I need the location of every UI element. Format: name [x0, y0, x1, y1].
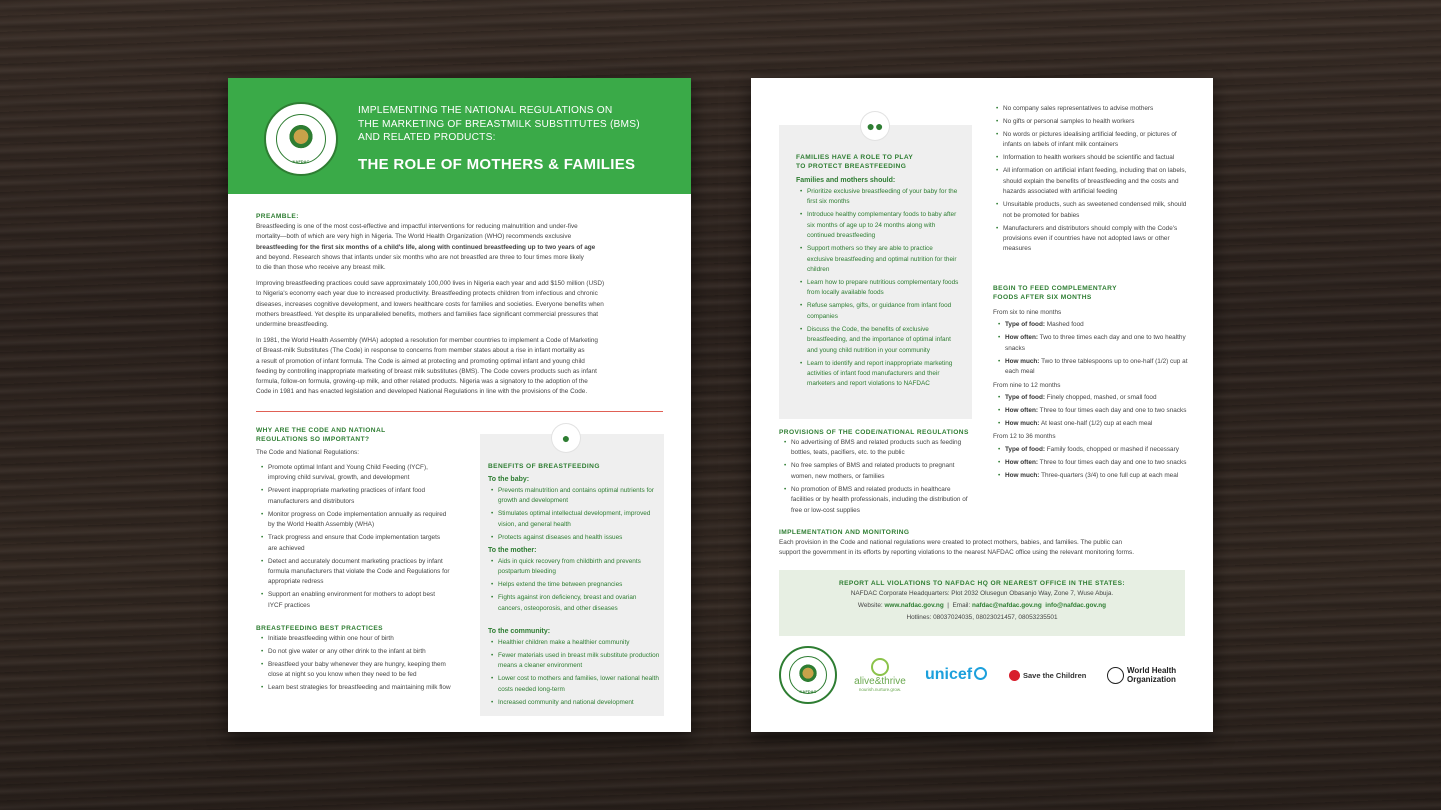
age-range-label: From nine to 12 months — [993, 381, 1061, 389]
list-item: • Prioritize exclusive breastfeeding of your baby for the first six months — [799, 187, 959, 208]
left-flyer-page — [228, 78, 691, 732]
list-item: • No free samples of BMS and related products to pregnant women, new mothers, or families — [783, 461, 973, 482]
list-item: • Support mothers so they are able to practice exclusive breastfeeding and optimal nutrition for their children — [799, 244, 959, 275]
why-intro: The Code and National Regulations: — [256, 449, 360, 456]
list-item: • No words or pictures idealising artificial feeding, or pictures of infants on labels of infant milk containers — [995, 130, 1191, 151]
best-practices-list — [260, 634, 454, 696]
community-benefits-list — [490, 638, 660, 711]
list-item: • Learn best strategies for breastfeeding and maintaining milk flow — [260, 683, 454, 693]
feeding-guide-item: • Type of food: Finely chopped, mashed, or small food — [997, 393, 1193, 403]
families-list — [799, 187, 959, 392]
list-item: • All information on artificial infant feeding, including that on labels, should explain the benefits of breastfeeding and the costs and hazards associated with artificial feeding — [995, 166, 1191, 197]
preamble-paragraph-1-line: mortality—both of which are very high in Nigeria. The World Health Organization (WHO) recommends exclusive — [256, 233, 572, 241]
list-item: • Aids in quick recovery from childbirth and prevents postpartum bleeding — [490, 557, 660, 578]
prohibitions-list — [995, 104, 1191, 257]
title-banner — [228, 78, 691, 194]
list-item: • Healthier children make a healthier community — [490, 638, 660, 648]
provisions-list — [783, 438, 973, 519]
preamble-paragraph-3-line: formula, follow-on formula, growing-up milk, and other related products. Nigeria was a signatory to the adoption of the — [256, 378, 588, 386]
preamble-paragraph-2-line: diseases, increases cognitive development, and lowers healthcare costs for families and societies. Everyone benefits when — [256, 300, 604, 308]
implementation-heading: IMPLEMENTATION AND MONITORING — [779, 529, 910, 536]
list-item: • Manufacturers and distributors should comply with the Code's provisions even if countries have not adopted laws or other measures — [995, 224, 1191, 255]
families-panel — [779, 125, 972, 419]
banner-title: IMPLEMENTING THE NATIONAL REGULATIONS ON THE MARKETING OF BREASTMILK SUBSTITUTES (BMS) AND RELATED PRODUCTS: — [358, 105, 640, 143]
list-item: • Information to health workers should be scientific and factual — [995, 153, 1191, 163]
mother-benefits-list — [490, 557, 660, 617]
age-range-label: From 12 to 36 months — [993, 433, 1056, 441]
baby-benefits-list — [490, 486, 660, 546]
preamble-paragraph-2-line: Improving breastfeeding practices could save approximately 100,000 lives in Nigeria each year and add $150 million (USD) — [256, 280, 605, 287]
list-item: • Introduce healthy complementary foods to baby after six months of age up to 24 months along with continued breastfeeding — [799, 210, 959, 241]
list-item: • Do not give water or any other drink to the infant at birth — [260, 647, 454, 657]
preamble-paragraph-1-line: to die than those who receive any breast milk. — [256, 264, 386, 272]
baby-label: To the baby: — [488, 476, 530, 483]
list-item: • No promotion of BMS and related products in healthcare facilities or by health professionals, including the distribution of free or low-cost supplies — [783, 485, 973, 516]
age-range-label: From six to nine months — [993, 309, 1062, 316]
preamble-paragraph-3-line: Code in 1981 and has enacted legislation and developed National Regulations in line with the provisions of the Code. — [256, 388, 588, 396]
feeding-guide-item: • How much: At least one-half (1/2) cup at each meal — [997, 419, 1193, 429]
preamble-paragraph-2 — [256, 279, 666, 330]
list-item: • Monitor progress on Code implementation annually as required by the World Health Assembly (WHA) — [260, 510, 450, 531]
feeding-guide-item: • Type of food: Family foods, chopped or mashed if necessary — [997, 445, 1193, 455]
list-item: • No advertising of BMS and related products such as feeding bottles, teats, pacifiers, etc. to the public — [783, 438, 973, 459]
families-heading: FAMILIES HAVE A ROLE TO PLAY TO PROTECT BREASTFEEDING — [796, 154, 914, 170]
list-item: • No company sales representatives to advise mothers — [995, 104, 1191, 114]
complementary-heading: BEGIN TO FEED COMPLEMENTARY FOODS AFTER SIX MONTHS — [993, 285, 1117, 301]
list-item: • Prevent inappropriate marketing practices of infant food manufacturers and distributors — [260, 486, 450, 507]
preamble-paragraph-3-line: a result of promotion of infant formula. The Code is aimed at protecting and promoting optimal infant and young child — [256, 357, 585, 365]
list-item: • Track progress and ensure that Code implementation targets are achieved — [260, 533, 450, 554]
feeding-guide-list — [997, 320, 1193, 377]
report-hotlines: Hotlines: 08037024035, 08023021457, 08053235501 — [906, 614, 1058, 621]
feeding-guide-item: • Type of food: Mashed food — [997, 320, 1193, 330]
preamble-paragraph-2-line: to Nigeria's economy each year due to increased productivity. Breastfeeding protects children from infectious and chronic — [256, 290, 598, 298]
preamble-paragraph-1-line: and beyond. Research shows that infants under six months who are not breastfed are three to four times more likely — [256, 253, 584, 261]
globe-icon — [974, 667, 987, 680]
list-item: • Fewer materials used in breast milk substitute production means a cleaner environment — [490, 651, 660, 672]
list-item: • Discuss the Code, the benefits of exclusive breastfeeding, and the importance of optimal infant and young child nutrition in your community — [799, 325, 959, 356]
banner-subtitle: THE ROLE OF MOTHERS & FAMILIES — [358, 156, 636, 173]
email-link-2[interactable]: info@nafdac.gov.ng — [1045, 602, 1107, 609]
alive-thrive-icon — [871, 658, 889, 676]
report-hq: NAFDAC Corporate Headquarters: Plot 2032 Olusegun Obasanjo Way, Zone 7, Wuse Abuja. — [850, 590, 1114, 597]
list-item: • Breastfeed your baby whenever they are hungry, keeping them close at night so you know when they need to be fed — [260, 660, 454, 681]
feeding-guide-item: • How often: Three to four times each day and one to two snacks — [997, 406, 1193, 416]
list-item: • Fights against iron deficiency, breast and ovarian cancers, osteoporosis, and other diseases — [490, 593, 660, 614]
feeding-guide-item: • How often: Two to three times each day and one to two healthy snacks — [997, 333, 1193, 354]
list-item: • Increased community and national development — [490, 698, 660, 708]
preamble-paragraph-1-line: breastfeeding for the first six months of a child's life, along with continued breastfeeding up to two years of age — [256, 243, 596, 251]
preamble-paragraph-1-line: Breastfeeding is one of the most cost-effective and impactful interventions for reducing malnutrition and under-five — [256, 223, 578, 230]
list-item: • Learn how to prepare nutritious complementary foods from locally available foods — [799, 278, 959, 299]
who-emblem-icon — [1107, 667, 1124, 684]
list-item: • Prevents malnutrition and contains optimal nutrients for growth and development — [490, 486, 660, 507]
provisions-heading: PROVISIONS OF THE CODE/NATIONAL REGULATIONS — [779, 429, 969, 436]
list-item: • Unsuitable products, such as sweetened condensed milk, should not be promoted for babies — [995, 200, 1191, 221]
website-link[interactable]: www.nafdac.gov.ng — [884, 602, 944, 609]
mother-label: To the mother: — [488, 547, 537, 554]
best-practices-heading: BREASTFEEDING BEST PRACTICES — [256, 625, 383, 632]
preamble-paragraph-3-line: of Breast-milk Substitutes (The Code) in response to concerns from member states about a rise in infant mortality as — [256, 347, 585, 355]
benefits-panel — [480, 434, 664, 716]
list-item: • Helps extend the time between pregnancies — [490, 580, 660, 590]
list-item: • Lower cost to mothers and families, lower national health costs needed long-term — [490, 674, 660, 695]
seal-label: NAFDAC — [292, 159, 310, 165]
report-box — [779, 570, 1185, 636]
right-flyer-page — [751, 78, 1213, 732]
feeding-guide-list — [997, 393, 1193, 429]
list-item: • Detect and accurately document marketing practices by infant formula manufacturers that violate the Code and Regulations for appropriate redress — [260, 557, 450, 588]
list-item: • Protects against diseases and health issues — [490, 533, 660, 543]
preamble-heading: PREAMBLE: — [256, 213, 299, 220]
implementation-text: Each provision in the Code and national regulations were created to protect mothers, babies, and families. The public can support the government in its efforts by reporting violations to the nearest NAFDAC office using the relevant monitoring forms. — [779, 539, 1134, 557]
who-logo: World Health Organization — [1107, 666, 1176, 684]
preamble-paragraph-2-line: mothers breastfeed. Yet despite its unparalleled benefits, mothers and families face significant commercial pressures that — [256, 310, 599, 318]
family-icon: ●● — [861, 112, 889, 140]
mother-baby-icon: ● — [552, 424, 580, 452]
list-item: • Refuse samples, gifts, or guidance from infant food companies — [799, 301, 959, 322]
preamble-paragraph-3-line: In 1981, the World Health Assembly (WHA) adopted a resolution for member countries to implement a Code of Marketing — [256, 337, 598, 344]
preamble-paragraph-3 — [256, 336, 666, 398]
save-the-children-icon — [1009, 670, 1020, 681]
preamble-paragraph-3-line: feeding by controlling inappropriate marketing of breast milk substitutes (BMS). The Code covers products such as infant — [256, 367, 597, 375]
feeding-guide-list — [997, 445, 1193, 481]
list-item: • Learn to identify and report inappropriate marketing activities of infant food manufacturers and their marketers and report violations to NAFDAC — [799, 359, 959, 390]
preamble-paragraph-2-line: undermine breastfeeding. — [256, 321, 329, 329]
coat-of-arms-icon — [276, 114, 326, 164]
list-item: • Promote optimal Infant and Young Child Feeding (IYCF), improving child survival, growth, and development — [260, 463, 450, 484]
section-divider — [256, 411, 663, 412]
email-link[interactable]: nafdac@nafdac.gov.ng — [972, 602, 1042, 609]
feeding-guide-item: • How often: Three to four times each day and one to two snacks — [997, 458, 1193, 468]
feeding-guide-item: • How much: Three-quarters (3/4) to one full cup at each meal — [997, 471, 1193, 481]
report-heading: REPORT ALL VIOLATIONS TO NAFDAC HQ OR NEAREST OFFICE IN THE STATES: — [838, 580, 1126, 587]
why-heading: WHY ARE THE CODE AND NATIONAL REGULATIONS SO IMPORTANT? — [256, 427, 386, 443]
feeding-guide-item: • How much: Two to three tablespoons up to one-half (1/2) cup at each meal — [997, 357, 1193, 378]
benefits-heading: BENEFITS OF BREASTFEEDING — [488, 463, 600, 470]
list-item: • Support an enabling environment for mothers to adopt best IYCF practices — [260, 590, 450, 611]
alive-thrive-logo: alive&thrive nourish.nurture.grow. — [849, 658, 911, 692]
preamble-paragraph-1 — [256, 222, 666, 273]
families-sub: Families and mothers should: — [796, 177, 896, 184]
save-the-children-logo: Save the Children — [1009, 670, 1086, 681]
list-item: • No gifts or personal samples to health workers — [995, 117, 1191, 127]
why-list — [260, 463, 450, 614]
list-item: • Initiate breastfeeding within one hour of birth — [260, 634, 454, 644]
complementary-schedule — [993, 308, 1193, 484]
community-label: To the community: — [488, 628, 551, 635]
nafdac-seal-logo — [264, 102, 338, 176]
unicef-logo: unicef — [925, 666, 987, 684]
report-contacts: Website: www.nafdac.gov.ng | Email: nafdac@nafdac.gov.ng info@nafdac.gov.ng — [857, 602, 1107, 609]
list-item: • Stimulates optimal intellectual development, improved vision, and general health — [490, 509, 660, 530]
nafdac-logo: NAFDAC — [779, 646, 837, 704]
